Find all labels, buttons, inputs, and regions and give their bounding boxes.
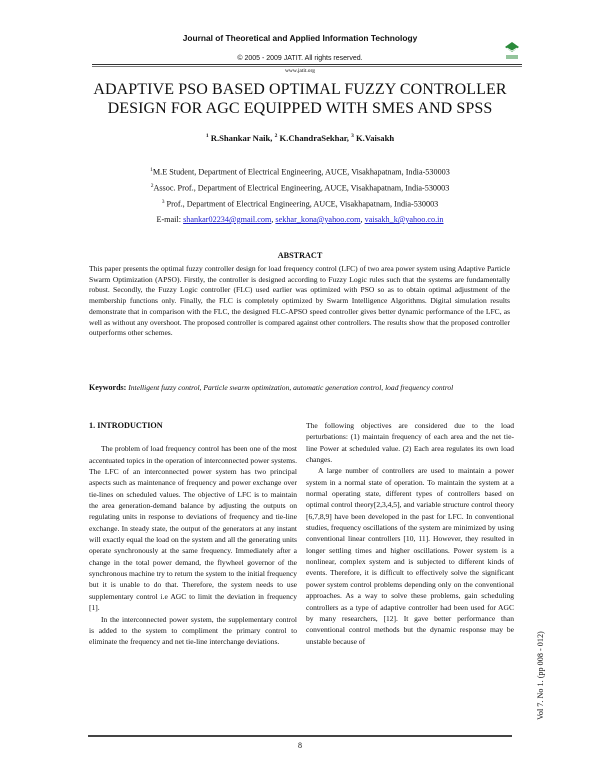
page-number: 8 bbox=[298, 741, 302, 750]
affil-text: M.E Student, Department of Electrical Engineering, AUCE, Visakhapatnam, India-530003 bbox=[152, 167, 450, 177]
volume-sidebar: Vol 7. No 1. (pp 008 - 012) bbox=[536, 631, 545, 720]
keywords-text: Intelligent fuzzy control, Particle swarm optimization, automatic generation control, load frequency control bbox=[126, 383, 454, 392]
title-line-2: DESIGN FOR AGC EQUIPPED WITH SMES AND SPSS bbox=[107, 100, 493, 117]
author-name: K.Vaisakh bbox=[356, 133, 395, 143]
copyright-line: © 2005 - 2009 JATIT. All rights reserved. bbox=[237, 55, 363, 62]
paragraph: In the interconnected power system, the supplementary control is added to the system to compliment the primary control to eliminate the frequency and net tie-line interchange deviations. bbox=[89, 614, 297, 647]
affiliation bbox=[0, 183, 600, 193]
paragraph: The problem of load frequency control has been one of the most accentuated topics in the operation of interconnected power systems. The LFC of an interconnected power system has two principal aspects such as maintenance of frequency and power exchange over tie-lines on scheduled values. The objective of LFC is to maintain the area generation-demand balance by adjusting the outputs on regulating units in response to deviations of frequency and tie-line exchange. In steady state, the output of the generators at any instant will exactly equal the load on the system and all the generating units operate synchronously at the same frequency. Immediately after a change in the total power demand, the flywheel governor of the synchronous machine try to return the system to the initial frequency but it is unable to do that. Therefore, the system needs to use supplementary control i.e AGC to limit the deviation in frequency [1]. bbox=[89, 444, 297, 613]
email-link[interactable]: sekhar_kona@yahoo.com bbox=[275, 215, 361, 224]
paragraph: A large number of controllers are used to maintain a power system in a normal state of operation. To maintain the system at a normal operating state, different types of controllers based on optimal control theory[2,3,4,5], and variable structure control theory [6,7,8,9] have been developed in the past for LFC. In conventional studies, frequency oscillations of the system are minimized by using conventional linear controllers [10, 11]. However, they resulted in longer settling times and higher oscillations. Power system is a nonlinear, complex system and is subjected to different kinds of events. Therefore, it is difficult to effectively solve the significant power system control problems depending only on the conventional approaches. As a way to solve these problems, gain scheduling controllers as a type of adaptive controller had been used for AGC by many researchers, [12]. It gave better performance than conventional control methods but the dynamic response may be unstable because of bbox=[306, 466, 514, 646]
section-heading: 1. INTRODUCTION bbox=[89, 421, 163, 430]
journal-title: Journal of Theoretical and Applied Information Technology bbox=[182, 33, 418, 43]
email-separator: , bbox=[360, 215, 365, 224]
affil-sup: 1 bbox=[150, 167, 153, 173]
email-line bbox=[0, 215, 600, 224]
author-sup: 2 bbox=[274, 133, 278, 140]
header-rule-thin bbox=[92, 66, 522, 67]
abstract-text: This paper presents the optimal fuzzy controller design for load frequency control (LFC) of two area power system using Adaptive Particle Swarm Optimization (APSO). Firstly, the controller is designed according to Fuzzy Logic rules such that the systems are fundamentally robust. Secondly, the Fuzzy Logic controller (FLC) used earlier was optimized with PSO so as to obtain optimal adjustment of the membership functions only. Finally, the FLC is completely optimized by Swarm Intelligence Algorithms. Digital simulation results demonstrate that in comparison with the FLC, the designed FLC-APSO speed controller gives better dynamic performance of the LFC, as well as without any overshoot. The proposed controller is compared against other controllers. The results show that the proposed controller outperforms other schemes. bbox=[89, 264, 510, 338]
left-column bbox=[89, 420, 297, 648]
title-line-1: ADAPTIVE PSO BASED OPTIMAL FUZZY CONTROLLER bbox=[93, 81, 507, 98]
author-name: K.ChandraSekhar, bbox=[279, 133, 349, 143]
email-link[interactable]: vaisakh_k@yahoo.co.in bbox=[364, 215, 444, 224]
journal-website: www.jatit.org bbox=[284, 68, 316, 74]
author-sup: 1 bbox=[205, 133, 209, 140]
email-label: E-mail: bbox=[156, 215, 184, 224]
affiliation bbox=[0, 167, 600, 177]
paper-title bbox=[60, 80, 540, 118]
affil-text: Assoc. Prof., Department of Electrical Engineering, AUCE, Visakhapatnam, India-530003 bbox=[153, 183, 450, 193]
author-sup: 3 bbox=[351, 133, 354, 140]
footer-rule bbox=[88, 735, 512, 737]
author-list bbox=[0, 133, 600, 143]
email-separator: , bbox=[271, 215, 276, 224]
keywords-label: Keywords: bbox=[89, 383, 127, 392]
paragraph: The following objectives are considered due to the load perturbations: (1) maintain frequency of each area and the net tie-line Power at scheduled value. (2) Each area regulates its own load changes. bbox=[306, 421, 514, 465]
affil-sup: 2 bbox=[150, 183, 154, 189]
affil-text: Prof., Department of Electrical Engineering, AUCE, Visakhapatnam, India-530003 bbox=[164, 199, 439, 209]
right-column bbox=[306, 420, 514, 647]
author-name: R.Shankar Naik, bbox=[210, 133, 273, 143]
affil-sup: 3 bbox=[161, 199, 165, 205]
abstract-heading: ABSTRACT bbox=[277, 251, 323, 260]
email-link[interactable]: shankar02234@gmail.com bbox=[183, 215, 272, 224]
keywords bbox=[89, 383, 510, 394]
affiliation bbox=[0, 199, 600, 209]
